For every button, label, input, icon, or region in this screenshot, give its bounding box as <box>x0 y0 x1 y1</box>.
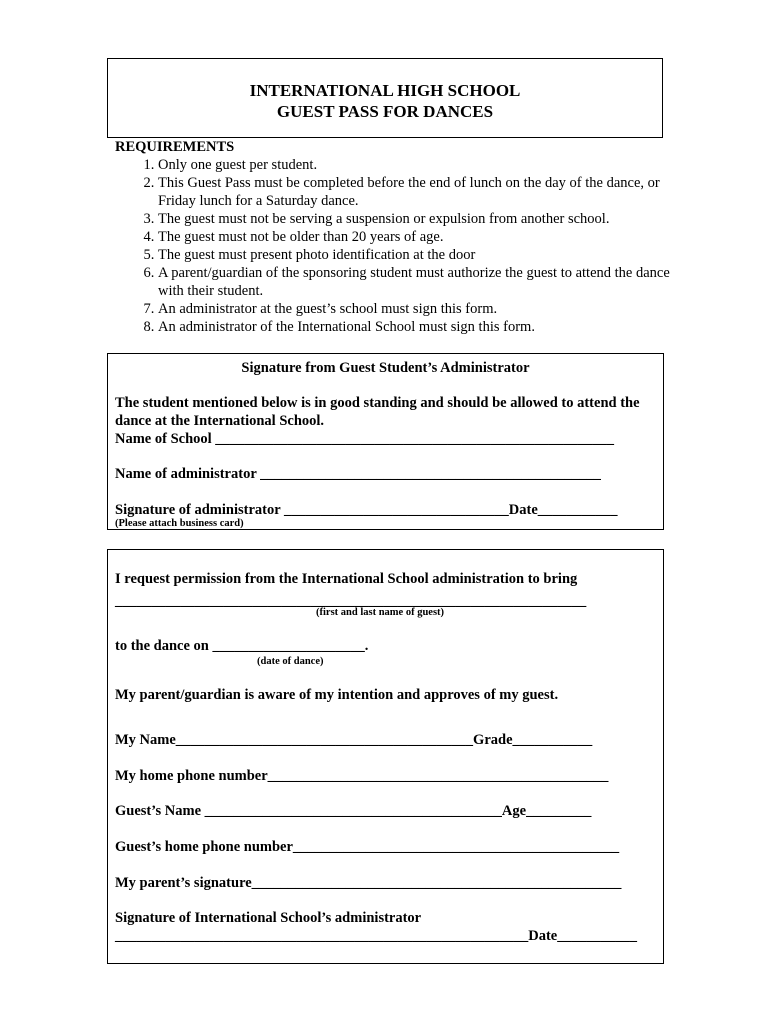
business-card-note: (Please attach business card) <box>115 518 244 529</box>
requirement-item: 6. A parent/guardian of the sponsoring student must authorize the guest to attend the dance with their student. <box>158 264 675 300</box>
parent-signature-field[interactable]: My parent’s signature___________________________________________________ <box>115 875 622 891</box>
admin-name-field[interactable]: Name of administrator _______________________________________________ <box>115 466 601 482</box>
guest-full-name-field[interactable]: _________________________________________________________________ <box>115 593 587 609</box>
dance-date-field[interactable]: to the dance on _____________________. <box>115 638 369 654</box>
requirement-item: 2. This Guest Pass must be completed before the end of lunch on the day of the dance, or Friday lunch for a Saturday dance. <box>158 174 675 210</box>
requirement-item: 8. An administrator of the International School must sign this form. <box>158 318 675 336</box>
requirement-item: 7. An administrator at the guest’s school must sign this form. <box>158 300 675 318</box>
intl-admin-signature-label: Signature of International School’s administrator <box>115 910 422 926</box>
requirements-section <box>115 138 675 336</box>
guest-name-age-field[interactable]: Guest’s Name _________________________________________Age_________ <box>115 803 592 819</box>
requirements-heading: REQUIREMENTS <box>115 139 235 155</box>
requirement-item: 3. The guest must not be serving a suspension or expulsion from another school. <box>158 210 675 228</box>
document-title: GUEST PASS FOR DANCES <box>276 102 494 121</box>
school-name-heading: INTERNATIONAL HIGH SCHOOL <box>249 81 521 100</box>
good-standing-statement: The student mentioned below is in good standing and should be allowed to attend the dance at the International School. <box>115 395 640 429</box>
guest-name-caption: (first and last name of guest) <box>316 607 445 618</box>
school-name-field[interactable]: Name of School _______________________________________________________ <box>115 431 615 447</box>
title-box <box>107 58 663 138</box>
parent-awareness-statement: My parent/guardian is aware of my intention and approves of my guest. <box>115 687 559 703</box>
permission-statement: I request permission from the International School administration to bring <box>115 571 578 587</box>
permission-request-section <box>107 549 664 964</box>
admin-signature-field[interactable]: Signature of administrator _______________________________Date___________ <box>115 502 618 518</box>
admin-section-title: Signature from Guest Student’s Administrator <box>241 360 530 376</box>
intl-admin-signature-field[interactable]: _________________________________________________________Date___________ <box>115 928 637 944</box>
requirements-list <box>115 156 675 336</box>
requirement-item: 4. The guest must not be older than 20 years of age. <box>158 228 675 246</box>
dance-date-caption: (date of dance) <box>257 656 324 667</box>
requirement-item: 5. The guest must present photo identification at the door <box>158 246 675 264</box>
my-name-grade-field[interactable]: My Name_________________________________________Grade___________ <box>115 732 593 748</box>
guest-administrator-section <box>107 353 664 530</box>
my-home-phone-field[interactable]: My home phone number_______________________________________________ <box>115 768 609 784</box>
guest-home-phone-field[interactable]: Guest’s home phone number_____________________________________________ <box>115 839 620 855</box>
requirement-item: 1. Only one guest per student. <box>158 156 675 174</box>
